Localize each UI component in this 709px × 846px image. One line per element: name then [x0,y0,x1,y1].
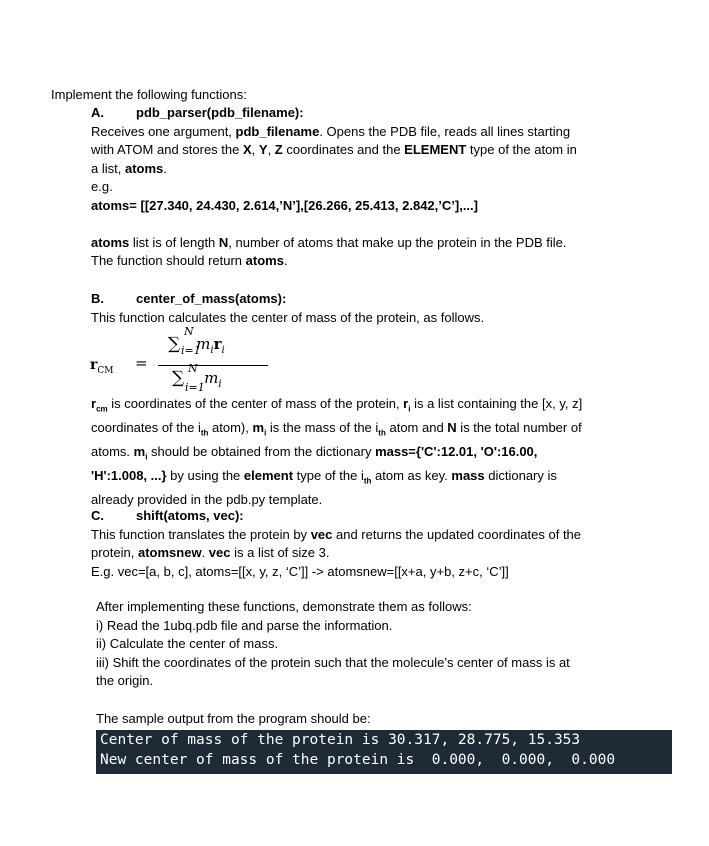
section-b [91,290,691,327]
section-b-heading: B. center_of_mass(atoms): [91,291,287,306]
formula-num-upper: N [184,325,194,338]
sample-output-label: The sample output from the program should be: [96,711,371,726]
section-b-line-2: coordinates of the $i_{th}$ atom), $m_i$ is the mass of the $i_{th}$ atom and N is the total number of [91,420,582,438]
section-a-line-5: The function should return atoms. [91,253,288,268]
section-a-example: atoms= [[27.340, 24.430, 2.614,’N’],[26.266, 25.413, 2.842,’C’],...] [91,197,478,213]
section-c-heading: C. shift(atoms, vec): [91,508,244,523]
section-a-heading: A. pdb_parser(pdb_filename): [91,105,304,120]
spacer [91,215,691,234]
formula-denominator: ∑ $m_i$ [172,368,222,390]
section-c-line-2: protein, atomsnew. vec is a list of size 3. [91,545,330,560]
section-b-explanation [91,395,691,510]
console-line-1: Center of mass of the protein is 30.317, 28.775, 15.353 [100,732,581,748]
section-b-description: This function calculates the center of mass of the protein, as follows. [91,309,485,325]
section-c-line-3: E.g. vec=[a, b, c], atoms=[[x, y, z, ‘C’]] -> atomsnew=[[x+a, y+b, z+c, ‘C’]] [91,563,509,579]
console-line-2: New center of mass of the protein is 0.000, 0.000, 0.000 [100,752,616,768]
formula-den-lower: i=1 [185,381,205,394]
section-a-eg: e.g. [91,179,113,194]
console-output [96,730,672,774]
demo-line-1: After implementing these functions, demonstrate them as follows: [96,599,472,614]
formula-equals: = [135,354,148,372]
section-a [91,104,691,271]
section-c-line-1: This function translates the protein by vec and returns the updated coordinates of the [91,526,582,542]
formula-fraction-bar [158,365,268,366]
section-a-line-1: Receives one argument, pdb_filename. Opens the PDB file, reads all lines starting [91,123,571,139]
demo-instructions [96,598,696,691]
formula-num-lower: i=1 [181,344,201,357]
section-c [91,507,691,581]
section-a-line-2: with ATOM and stores the X, Y, Z coordinates and the ELEMENT type of the atom in [91,142,577,157]
demo-line-5: the origin. [96,673,154,688]
section-b-line-4: 'H':1.008, ...} by using the element type of the $i_{th}$ atom as key. mass dictionary is [91,468,557,486]
section-b-line-3: atoms. $m_i$ should be obtained from the dictionary mass={'C':12.01, 'O':16.00, [91,444,538,462]
section-a-line-3: a list, atoms. [91,160,167,176]
demo-line-2: i) Read the 1ubq.pdb file and parse the information. [96,617,393,633]
formula-den-upper: N [188,362,198,375]
formula-lhs: $r_{CM}$ [90,357,114,376]
formula-numerator: ∑ $m_ir_i$ [168,334,225,356]
demo-line-4: iii) Shift the coordinates of the protein such that the molecule’s center of mass is at [96,654,570,670]
demo-line-3: ii) Calculate the center of mass. [96,636,279,651]
intro-text: Implement the following functions: [51,87,247,102]
section-b-line-1: $r_{cm}$ is coordinates of the center of mass of the protein, $r_i$ is a list containing the [x, y, z] [91,396,583,414]
section-a-line-4: atoms list is of length N, number of atoms that make up the protein in the PDB file. [91,234,567,250]
section-b-line-5: already provided in the pdb.py template. [91,492,323,508]
